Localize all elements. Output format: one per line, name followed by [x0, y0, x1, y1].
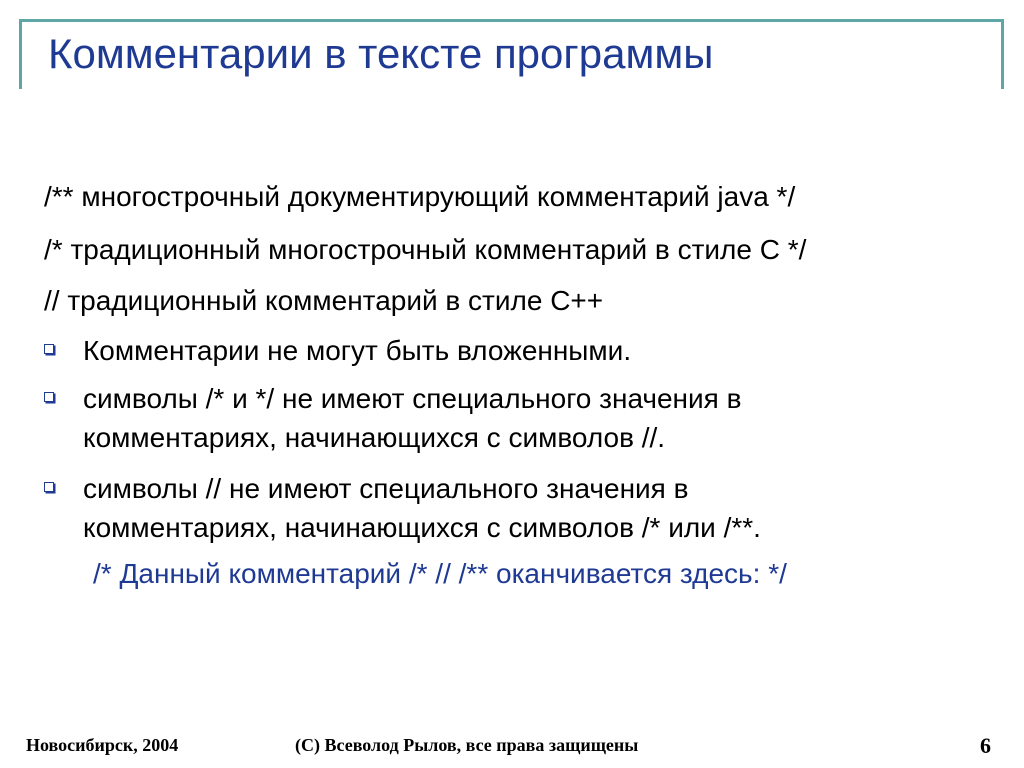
bullet-text-line: символы // не имеют специального значения в [83, 473, 689, 504]
bullet-text-line: комментариях, начинающихся с символов //. [83, 422, 666, 453]
footer-location-year: Новосибирск, 2004 [26, 735, 179, 755]
square-bullet-icon [44, 392, 54, 402]
square-bullet-icon [44, 344, 54, 354]
page-number: 6 [980, 733, 991, 758]
title-frame-top-border [21, 19, 1004, 22]
bullet-text-line: Комментарии не могут быть вложенными. [83, 335, 632, 366]
bullet-text-line: символы /* и */ не имеют специального значения в [83, 383, 742, 414]
title-frame-left-border [19, 19, 22, 89]
code-line-javadoc: /** многострочный документирующий комментарий java */ [44, 181, 796, 212]
slide-title: Комментарии в тексте программы [48, 30, 714, 77]
example-comment: /* Данный комментарий /* // /** оканчивается здесь: */ [93, 558, 787, 589]
footer-copyright: (C) Всеволод Рылов, все права защищены [295, 735, 639, 755]
code-line-c-style: /* традиционный многострочный комментарий в стиле C */ [44, 234, 807, 265]
title-frame-right-border [1001, 19, 1004, 89]
bullet-text-line: комментариях, начинающихся с символов /* или /**. [83, 512, 761, 543]
code-line-cpp-style: // традиционный комментарий в стиле С++ [44, 285, 604, 316]
square-bullet-icon [44, 482, 54, 492]
